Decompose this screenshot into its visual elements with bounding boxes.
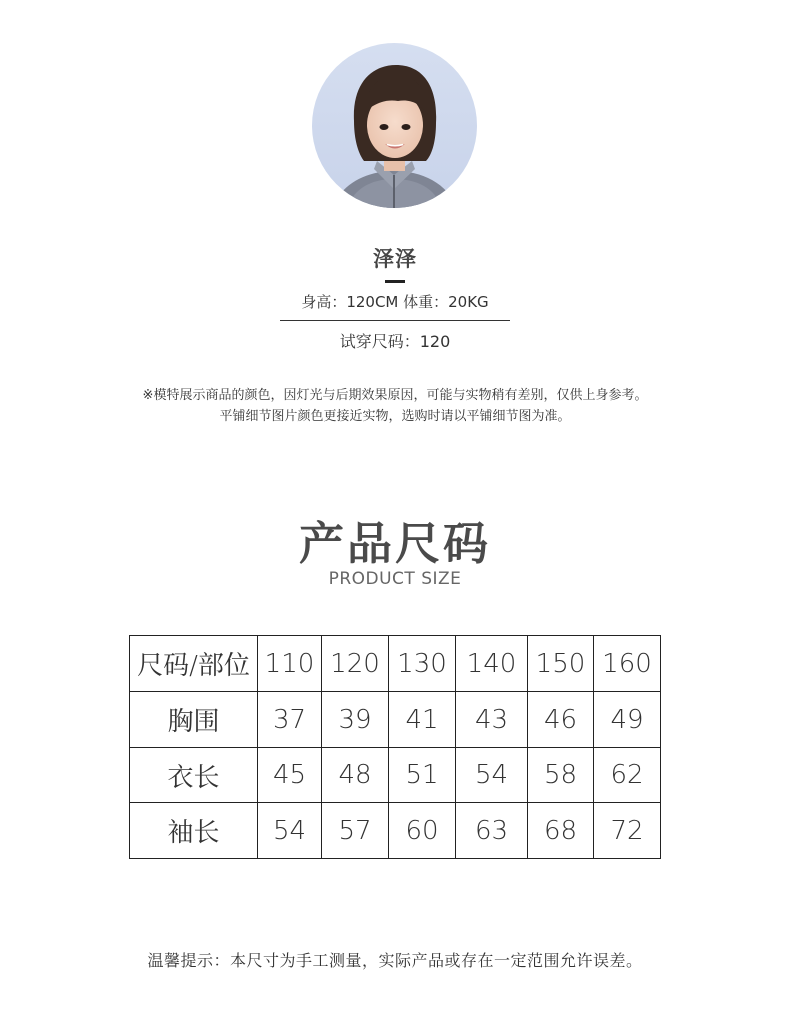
table-cell: 49 [594, 692, 661, 748]
size-table [129, 635, 661, 859]
table-cell: 39 [322, 692, 389, 748]
header-cell: 110 [258, 636, 322, 692]
table-header-row [130, 636, 661, 692]
header-cell: 150 [528, 636, 594, 692]
section-title: 产品尺码 [298, 517, 491, 570]
table-cell: 54 [258, 803, 322, 859]
tryon-size: 试穿尺码：120 [339, 332, 451, 351]
model-portrait-image [312, 43, 477, 208]
row-label: 衣长 [130, 748, 258, 803]
header-cell: 130 [389, 636, 456, 692]
table-cell: 37 [258, 692, 322, 748]
header-cell: 尺码/部位 [130, 636, 258, 692]
table-cell: 45 [258, 748, 322, 803]
name-underline [385, 280, 405, 283]
table-row [130, 803, 661, 859]
table-row [130, 748, 661, 803]
table-cell: 43 [456, 692, 528, 748]
table-cell: 51 [389, 748, 456, 803]
row-label: 胸围 [130, 692, 258, 748]
table-cell: 41 [389, 692, 456, 748]
table-cell: 46 [528, 692, 594, 748]
header-cell: 140 [456, 636, 528, 692]
table-cell: 57 [322, 803, 389, 859]
footer-note: 温馨提示：本尺寸为手工测量，实际产品或存在一定范围允许误差。 [147, 951, 643, 970]
model-stats: 身高：120CM 体重：20KG [301, 293, 489, 311]
model-avatar [312, 43, 477, 208]
table-cell: 58 [528, 748, 594, 803]
disclaimer-line-1: ※模特展示商品的颜色，因灯光与后期效果原因，可能与实物稍有差别，仅供上身参考。 [142, 388, 648, 403]
table-cell: 60 [389, 803, 456, 859]
disclaimer-line-2: 平铺细节图片颜色更接近实物，选购时请以平铺细节图为准。 [219, 409, 571, 424]
table-cell: 68 [528, 803, 594, 859]
table-cell: 63 [456, 803, 528, 859]
table-cell: 62 [594, 748, 661, 803]
table-cell: 54 [456, 748, 528, 803]
table-row [130, 692, 661, 748]
row-label: 袖长 [130, 803, 258, 859]
header-cell: 160 [594, 636, 661, 692]
model-name: 泽泽 [373, 247, 417, 271]
section-subtitle: PRODUCT SIZE [328, 569, 462, 589]
table-cell: 48 [322, 748, 389, 803]
table-cell: 72 [594, 803, 661, 859]
stats-divider [280, 320, 510, 321]
header-cell: 120 [322, 636, 389, 692]
